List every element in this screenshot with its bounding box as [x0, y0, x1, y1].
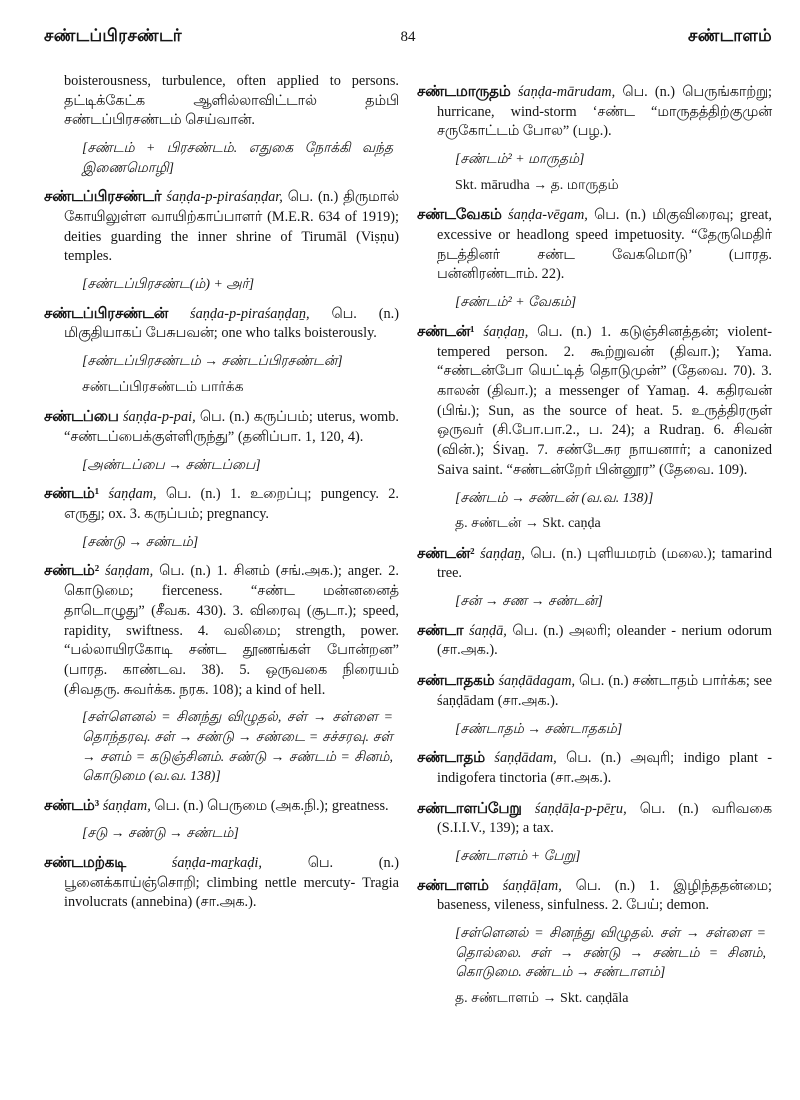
dictionary-entry [417, 82, 772, 142]
entry-transliteration: śaṇḍa-mārudam, [517, 84, 616, 100]
entry-definition: பெ. (n.) பெருங்காற்று; hurricane, wind-storm ‘சண்ட “மாருதத்திற்குமுன் சருகோட்டம் போல” (பழ.). [437, 84, 773, 140]
entry-language-note: த. சண்டன் → Skt. caṇḍa [455, 516, 601, 532]
entry-continuation [44, 72, 399, 131]
entry-language-note: த. சண்டாளம் → Skt. caṇḍāla [455, 990, 629, 1006]
column-left [44, 72, 399, 1012]
entry-etymology: [சண்டம்² + வேகம்] [455, 294, 577, 310]
entry-headword: சண்டப்பிரசண்டன் [44, 305, 169, 322]
entry-definition: பெ. (n.) மிகுவிரைவு; great, excessive or headlong speed impetuosity. “தேருமெதிர் நடத்தினர் சண்ட வேகமொடு’ (பாரத. பன்னிரண்டாம். 22). [437, 207, 772, 283]
entry-etymology: [சண்டம்² + மாருதம்] [455, 151, 585, 167]
dictionary-entry [417, 876, 772, 916]
entry-headword: சண்டமற்கடி [44, 855, 127, 872]
entry-headword: சண்டாளம் [417, 877, 489, 894]
entry-definition: பெ. (n.) அவுரி; indigo plant - indigofera tinctoria (சா.அக.). [437, 750, 772, 786]
entry-transliteration: śaṇḍa-vēgam, [508, 207, 588, 224]
dictionary-entry [44, 304, 399, 344]
entry-transliteration: śaṇḍa-p-piraśaṇḍar, [166, 189, 283, 206]
entry-headword: சண்டன்² [417, 545, 475, 562]
dictionary-entry [44, 561, 399, 700]
page-number: 84 [400, 29, 416, 45]
entry-cross-reference: சண்டப்பிரசண்டம் பார்க்க [82, 379, 244, 395]
entry-headword: சண்டாதகம் [417, 673, 495, 690]
entry-etymology: [சண்டப்பிரசண்ட(ம்) + அர்] [82, 276, 255, 292]
entry-etymology: [சண்டாதம் → சண்டாதகம்] [455, 720, 623, 736]
entry-definition: பெ. (n.) அலரி; oleander - nerium odorum (சா.அக.). [437, 622, 773, 659]
entry-transliteration: śaṇḍa-maṟkaḍi, [171, 855, 262, 872]
entry-transliteration: śaṇḍādam, [494, 750, 557, 767]
entry-definition: பெ. (n.) 1. சினம் (சங்.அக.); anger. 2. கொடுமை; fierceness. “சண்ட மன்னனைத் தாடொழுது” (சீவக. 430). 3. விரைவு (சூடா.); speed, rapidity, swiftness. 4. வலிமை; strength, power. “பல்லாயிரகோடி சண்ட தூணங்கள் போன்றன” (பாரத. காண்டவ. 38). 5. ஒருவகை நிரையம் (சிவதரு. சுவர்க்க. நரக. 108); a kind of hell. [64, 563, 400, 698]
entry-etymology: [சண்டம் + பிரசண்டம். எதுகை நோக்கி வந்த இணைமொழி] [82, 140, 393, 175]
entry-headword: சண்டமாருதம் [417, 84, 511, 100]
entry-definition: பெ. (n.) சண்டாதம் பார்க்க; see śaṇḍādam (சா.அக.). [437, 673, 772, 709]
two-column-body [44, 72, 772, 1012]
dictionary-entry [417, 748, 772, 788]
entry-definition: பெ. (n.) மிகுதியாகப் பேசுபவன்; one who talks boisterously. [64, 305, 399, 342]
entry-headword: சண்டம்¹ [44, 486, 100, 503]
entry-etymology: [சண்டப்பிரசண்டம் → சண்டப்பிரசண்டன்] [82, 353, 343, 369]
entry-etymology: [அண்டப்பை → சண்டப்பை] [82, 456, 261, 472]
guideword-right: சண்டாளம் [688, 26, 772, 45]
entry-transliteration: śaṇḍa-p-piraśaṇḍaṉ, [190, 305, 310, 322]
entry-definition: பெ. (n.) கருப்பம்; uterus, womb. “சண்டப்பைக்குள்ளிருந்து” (தனிப்பா. 1, 120, 4). [64, 409, 399, 446]
entry-definition: பெ. (n.) வரிவகை (S.I.I.V., 139); a tax. [437, 800, 772, 837]
dictionary-entry [417, 671, 772, 711]
entry-etymology: [சண்டு → சண்டம்] [82, 533, 199, 549]
entry-transliteration: śaṇḍam, [108, 486, 157, 503]
column-right [417, 72, 772, 1012]
entry-definition: பெ. (n.) புளியமரம் (மலை.); tamarind tree. [437, 545, 773, 582]
entry-transliteration: śaṇḍam, [102, 797, 151, 814]
entry-definition: பெ. (n.) திருமால் கோயிலுள்ள வாயிற்காப்பாளர் (M.E.R. 634 of 1919); deities guarding the inner shrine of Tirumāl (Viṣṇu) temples. [64, 189, 399, 265]
entry-transliteration: śaṇḍa-p-pai, [122, 409, 196, 426]
entry-definition: பெ. (n.) பெருமை (அக.நி.); greatness. [154, 797, 389, 814]
entry-definition: பெ. (n.) 1. கடுஞ்சினத்தன்; violent-tempered person. 2. கூற்றுவன் (திவா.); Yama. “சண்டன்போ யெட்டித் தொடுமுன்” (தேவை. 70). 3. காலன் (திவா.); a messenger of Yamaṉ. 4. கதிரவன் (பிங்.); Sun, as the source of heat. 5. உருத்திரருள் ஒருவர் (சி.போ.பா.2., ப. 24); a Rudraṉ. 6. சிவன் (வின்.); Śivaṉ. 7. சண்டேசுர நாயனார்; a canonized Saiva saint. “சண்டன்றேர் பின்னூர” (தேவை. 109). [437, 323, 772, 478]
entry-headword: சண்டவேகம் [417, 207, 502, 224]
entry-headword: சண்டப்பிரசண்டர் [44, 189, 162, 206]
entry-etymology: [சடு → சண்டு → சண்டம்] [82, 825, 239, 841]
entry-headword: சண்டம்² [44, 563, 100, 580]
entry-headword: சண்டாளப்பேறு [417, 800, 522, 817]
entry-transliteration: śaṇḍaṉ, [480, 545, 525, 562]
entry-etymology: [சள்ளெனல் = சினந்து விழுதல், சள் → சள்ளை = தொந்தரவு. சள் → சண்டு → சண்டை = சச்சரவு. சள் → சளம் = கடுஞ்சினம். சண்டு → சண்டம் = சினம், கொடுமை (வ.வ. 138)] [82, 709, 393, 784]
entry-etymology: [சண்டாளம் + பேறு] [455, 848, 581, 864]
entry-transliteration: śaṇḍāḷam, [502, 877, 562, 894]
dictionary-entry [44, 853, 399, 913]
entry-headword: சண்டாதம் [417, 750, 486, 767]
dictionary-entry [44, 796, 399, 817]
dictionary-entry [44, 407, 399, 447]
entry-headword: சண்டா [417, 622, 464, 639]
running-header [44, 26, 772, 48]
entry-etymology: [சண்டம் → சண்டன் (வ.வ. 138)] [455, 489, 654, 505]
dictionary-entry [417, 799, 772, 839]
dictionary-entry [417, 621, 772, 661]
entry-etymology: [சள்ளெனல் = சினந்து விழுதல். சள் → சள்ளை = தொல்லை. சள் → சண்டு → சண்டம் = சினம், கொடுமை. சண்டம் → சண்டாளம்] [455, 925, 766, 980]
entry-etymology: [சன் → சண → சண்டன்] [455, 593, 603, 609]
entry-definition: பெ. (n.) 1. உறைப்பு; pungency. 2. எருது; ox. 3. கருப்பம்; pregnancy. [64, 486, 399, 523]
entry-definition: boisterousness, turbulence, often applied to persons. தட்டிக்கேட்க ஆளில்லாவிட்டால் தம்பி சண்டப்பிரசண்டம் செய்வான். [64, 73, 399, 129]
entry-transliteration: śaṇḍāḷa-p-pēṟu, [534, 800, 627, 817]
entry-transliteration: śaṇḍam, [105, 563, 154, 580]
dictionary-entry [44, 484, 399, 524]
entry-transliteration: śaṇḍā, [469, 622, 507, 639]
entry-headword: சண்டப்பை [44, 409, 119, 426]
dictionary-entry [417, 322, 772, 481]
dictionary-entry [44, 187, 399, 267]
entry-headword: சண்டன்¹ [417, 323, 475, 340]
entry-transliteration: śaṇḍādagam, [498, 673, 576, 690]
entry-transliteration: śaṇḍaṉ, [483, 323, 529, 340]
dictionary-entry [417, 544, 772, 584]
entry-definition: பெ. (n.) 1. இழிந்ததன்மை; baseness, vileness, sinfulness. 2. பேய்; demon. [437, 877, 772, 914]
entry-definition: பெ. (n.) பூனைக்காய்ஞ்சொறி; climbing nettle mercuty- Tragia involucrats (annebina) (சா.அக.). [64, 855, 400, 911]
entry-language-note: Skt. mārudha → த. மாருதம் [455, 177, 619, 193]
guideword-left: சண்டப்பிரசண்டர் [44, 26, 182, 45]
dictionary-entry [417, 205, 772, 285]
entry-headword: சண்டம்³ [44, 797, 100, 814]
